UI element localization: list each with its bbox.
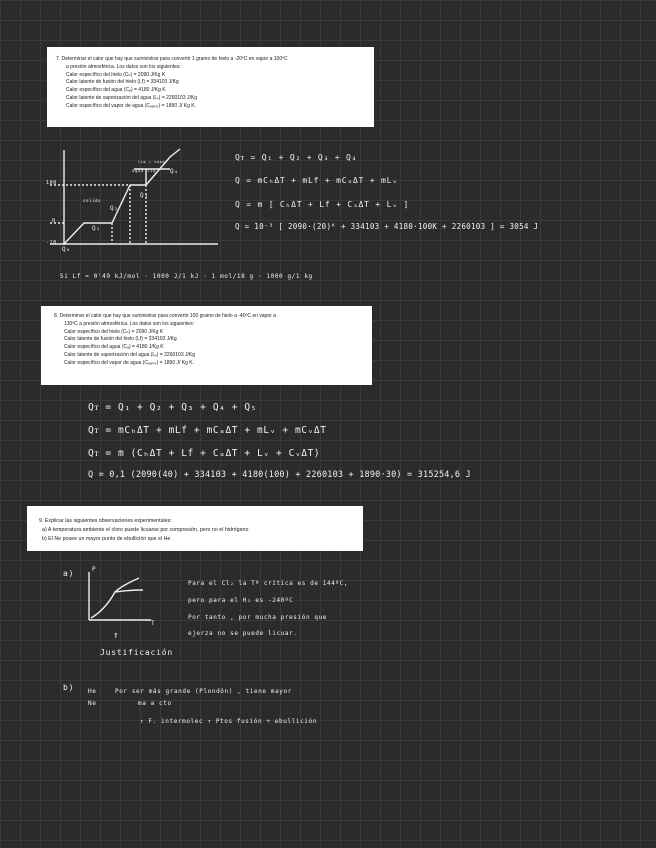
problem-9-item-b: b) El Ne posee un mayor punto de ebullición que el He xyxy=(42,536,171,542)
problem-8-line: Calor específico del hielo (Cₕ) = 2090 J/Kg K xyxy=(64,328,164,335)
p9a-axis-t: T xyxy=(151,620,156,627)
p8-equation-3: Qᴛ = m (CₕΔT + Lf + CₐΔT + Lᵥ + CᵥΔT) xyxy=(88,448,321,459)
problem-7-line: Calor específico del hielo (Cₕ) = 2090 J/Kg K xyxy=(66,71,166,78)
problem-7-statement xyxy=(47,47,374,127)
p9b-line-3: ↑ F. intermolec ↑ Ptos fusión + ebullición xyxy=(140,718,317,725)
problem-8-line: Calor latente de fusión del hielo (Lf) = 334103 J/Kg xyxy=(64,336,177,343)
p7-equation-3: Q = m [ CₕΔT + Lf + CₐΔT + Lᵥ ] xyxy=(235,200,410,209)
problem-8-line: 130ºC a presión atmosférica. Los datos son los siguientes: xyxy=(64,320,194,327)
p7-equation-1: Qᴛ = Q₁ + Q₂ + Q₃ + Q₄ xyxy=(235,153,358,162)
graph-label-q1: Q₁ xyxy=(92,225,101,232)
p9b-he: He xyxy=(88,688,97,695)
graph-label-q2: Q₂ xyxy=(110,205,119,212)
problem-7-line: Calor latente de fusión del hielo (Lf) = 334103 J/Kg xyxy=(66,79,179,86)
problem-7-line: Calor específico del vapor de agua (Cᵥₐₚₒᵣ) = 1890 J/ Kg K. xyxy=(66,102,197,109)
p9a-line-2: pero para el H₂ es -240ºC xyxy=(188,597,294,604)
p7-equation-2: Q = mCₕΔT + mLf + mCₐΔT + mLᵥ xyxy=(235,176,398,185)
heating-curve-graph xyxy=(50,145,220,265)
graph-label-minus20: -20 xyxy=(46,240,57,246)
p9b-line-1: Por ser más grande (Plondón) , tiene mayor xyxy=(115,688,292,695)
p9a-arrow: ↑ xyxy=(113,630,120,641)
problem-9-statement xyxy=(27,506,363,551)
p9b-ne: Ne xyxy=(88,700,97,707)
p9a-line-4: ejerza no se puede licuar. xyxy=(188,630,298,637)
p9a-justification: Justificación xyxy=(100,648,174,657)
graph-label-0: 0 xyxy=(52,218,56,224)
problem-7-line: Calor específico del agua (Cₐ) = 4180 J/Kg K xyxy=(66,87,166,94)
graph-label-agua: agua liq xyxy=(132,168,157,173)
p9b-line-2: ma a cto xyxy=(138,700,172,707)
phase-diagram-sketch xyxy=(85,570,155,630)
graph-label-solido: solido xyxy=(83,198,102,203)
p7-conversion: Si Lf = 0'49 kJ/mol · 1000 J/1 kJ · 1 mol/18 g · 1000 g/1 kg xyxy=(60,273,313,280)
problem-8-line: 8. Determinar el calor que hay que suministrar para convertir 100 gramo de hielo a -40ºC en vapor a xyxy=(54,313,276,319)
p8-equation-1: Qᴛ = Q₁ + Q₂ + Q₃ + Q₄ + Q₅ xyxy=(88,402,258,413)
p8-equation-2: Qᴛ = mCₕΔT + mLf + mCₐΔT + mLᵥ + mCᵥΔT xyxy=(88,425,327,436)
problem-7-line: 7. Determinar el calor que hay que suministrar para convertir 1 gramo de hielo a -20ºC en vapor a 100ºC xyxy=(56,56,288,62)
graph-label-q3: Q₃ xyxy=(140,192,149,199)
p7-equation-4: Q = 10⁻³ [ 2090·(20)ᴷ + 334103 + 4180·100K + 2260103 ] = 3054 J xyxy=(235,222,539,231)
graph-label-q0: Q₀ xyxy=(62,246,71,253)
graph-label-liqvap: liq + vapor xyxy=(138,160,168,164)
problem-8-line: Calor específico del vapor de agua (Cᵥₐₚₒᵣ) = 1890 J/ Kg K. xyxy=(64,359,195,366)
problem-8-line: Calor latente de vaporización del agua (Lᵥ) = 2260103 J/Kg xyxy=(64,351,195,358)
p8-equation-4: Q = 0,1 (2090(40) + 334103 + 4180(100) + 2260103 + 1890·30) = 315254,6 J xyxy=(88,470,471,480)
problem-7-line: Calor latente de vaporización del agua (Lᵥ) = 2260103 J/Kg xyxy=(66,94,197,101)
graph-label-q4: Q₄ xyxy=(170,168,179,175)
problem-8-statement xyxy=(41,306,372,385)
p9a-label: a) xyxy=(63,569,75,578)
p9b-label: b) xyxy=(63,683,75,692)
graph-label-100: 100 xyxy=(46,180,57,186)
p9a-line-1: Para el Cl₂ la Tª crítica es de 144ºC, xyxy=(188,580,349,587)
problem-7-line: a presión atmosférica. Los datos son los siguientes: xyxy=(66,63,181,70)
problem-9-item-a: a) A temperatura ambiente el cloro puede licuarse por compresión, pero no el hidrógeno xyxy=(42,527,249,533)
problem-8-line: Calor específico del agua (Cₐ) = 4180 J/Kg K xyxy=(64,344,164,351)
p9a-line-3: Por tanto , por mucha presión que xyxy=(188,614,328,621)
p9a-axis-p: P xyxy=(92,566,97,573)
problem-9-title: 9. Explicar las siguientes observaciones experimentales: xyxy=(39,518,172,524)
